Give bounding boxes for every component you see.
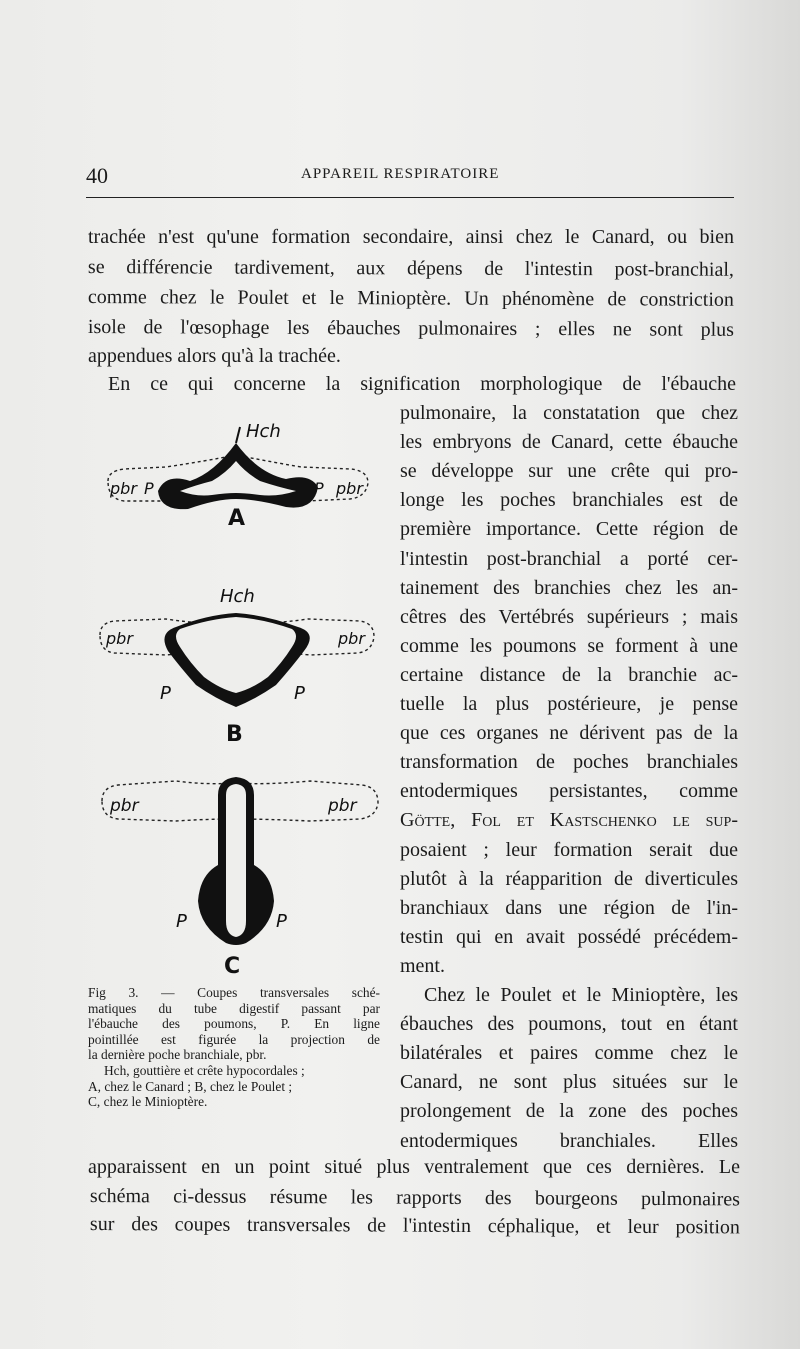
label-pbr: pbr	[106, 629, 133, 648]
text-line: ment.	[400, 954, 445, 977]
text-line: les embryons de Canard, cette ébauche	[400, 431, 738, 454]
text-line: première importance. Cette région de	[400, 518, 738, 541]
text-line: schéma ci-dessus résume les rapports des bourgeons pulmonaires	[89, 1185, 740, 1211]
text-line: tuelle la plus postérieure, je pense	[400, 693, 738, 715]
caption-line: Hch, gouttière et crête hypocordales ;	[104, 1062, 305, 1078]
page-number: 40	[86, 163, 108, 188]
running-title: APPAREIL RESPIRATOIRE	[301, 166, 500, 182]
caption-line: pointillée est figurée la projection de	[88, 1031, 380, 1047]
caption-line: l'ébauche des poumons, P. En ligne	[88, 1016, 380, 1032]
text-line: entodermiques branchiales. Elles	[400, 1129, 738, 1152]
label-p: P	[294, 683, 305, 704]
text-line: ébauches des poumons, tout en étant	[400, 1013, 738, 1036]
text-line: que ces organes ne dérivent pas de la	[400, 722, 738, 745]
diagram-b	[100, 586, 374, 747]
label-p: P	[314, 479, 324, 498]
label-p: P	[144, 479, 154, 498]
text-line: Götte, Fol et Kastschenko le sup-	[400, 809, 738, 832]
text-line: posaient ; leur formation serait due	[400, 838, 738, 861]
page-header	[86, 163, 734, 198]
caption-line: la dernière poche branchiale, pbr.	[88, 1047, 267, 1063]
text-line: transformation de poches branchiales	[400, 751, 738, 774]
text-line: prolongement de la zone des poches	[400, 1100, 738, 1123]
caption-line: Fig 3. — Coupes transversales sché-	[88, 985, 380, 1000]
label-pbr: pbr	[336, 479, 363, 498]
text-line: comme chez le Poulet et le Minioptère. Un phénomène de constriction	[87, 286, 734, 311]
label-pbr: pbr	[338, 629, 365, 648]
text-line: longe les poches branchiales est de	[400, 489, 738, 512]
text-line: trachée n'est qu'une formation secondaire, ainsi chez le Canard, ou bien	[88, 226, 734, 248]
text-line: comme les poumons se forment à une	[400, 634, 738, 657]
panel-label-a: A	[228, 506, 246, 531]
text-line: apparaissent en un point situé plus ventralement que ces dernières. Le	[88, 1156, 740, 1178]
label-p: P	[176, 911, 187, 932]
label-hch: Hch	[246, 421, 281, 442]
text-line: cêtres des Vertébrés supérieurs ; mais	[400, 605, 738, 628]
diagram-c	[102, 777, 378, 979]
text-line: pulmonaire, la constatation que chez	[400, 402, 738, 424]
text-line: certaine distance de la branchie ac-	[400, 663, 738, 686]
panel-label-c: C	[224, 954, 241, 979]
label-p: P	[276, 911, 287, 932]
text-line: appendues alors qu'à la trachée.	[88, 345, 341, 367]
label-pbr: pbr	[110, 479, 137, 498]
caption-line: matiques du tube digestif passant par	[88, 1000, 380, 1016]
panel-label-b: B	[226, 722, 243, 747]
text-line: isole de l'œsophage les ébauches pulmonaires ; elles ne sont plus	[87, 316, 734, 341]
text-line: Canard, ne sont plus situées sur le	[400, 1071, 738, 1094]
label-pbr: pbr	[110, 796, 139, 816]
label-pbr: pbr	[328, 796, 357, 816]
caption-line: C, chez le Minioptère.	[88, 1094, 208, 1110]
gut-lumen-c	[226, 784, 246, 937]
text-line: se développe sur une crête qui pro-	[400, 460, 738, 483]
caption-line: A, chez le Canard ; B, chez le Poulet ;	[88, 1078, 293, 1094]
figure-caption	[88, 985, 380, 1110]
figure-3	[96, 415, 386, 980]
text-line: testin qui en avait possédé précédem-	[400, 925, 738, 948]
text-line: l'intestin post-branchial a porté cer-	[400, 547, 738, 570]
label-hch: Hch	[220, 586, 255, 607]
text-line: tainement des branchies chez les an-	[400, 576, 738, 599]
text-line: entodermiques persistantes, comme	[400, 780, 738, 803]
diagram-a	[108, 421, 368, 531]
text-line: En ce qui concerne la signification morphologique de l'ébauche	[108, 373, 736, 395]
text-line: se différencie tardivement, aux dépens de l'intestin post-branchial,	[87, 256, 734, 281]
text-line: sur des coupes transversales de l'intestin céphalique, et leur position	[89, 1213, 740, 1239]
text-line: bilatérales et paires comme chez le	[400, 1042, 738, 1065]
text-line: plutôt à la réapparition de diverticules	[400, 867, 738, 890]
text-line: Chez le Poulet et le Minioptère, les	[424, 984, 738, 1006]
text-line: branchiaux dans une région de l'in-	[400, 896, 738, 919]
label-p: P	[160, 683, 171, 704]
